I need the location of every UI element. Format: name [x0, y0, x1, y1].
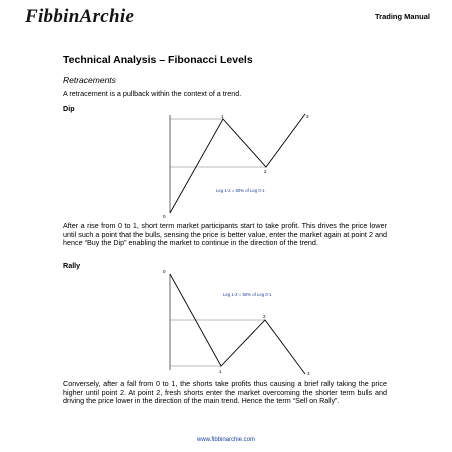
dip-price-line — [170, 114, 305, 213]
dip-point-3: 3 — [306, 114, 309, 119]
dip-annotation: Leg 1-2 = 50% of Leg 0-1 — [216, 188, 265, 193]
dip-label: Dip — [63, 104, 75, 113]
rally-paragraph: Conversely, after a fall from 0 to 1, the shorts take profits thus causing a brief rally taking the price higher until point 2. At point 2, fresh shorts enter the market overcoming the shorter term bulls and driving the price lower in the direction of the main trend. Hence the term “Sell on Rally”. — [63, 379, 387, 406]
section-subtitle: Retracements — [63, 75, 116, 85]
dip-paragraph: After a rise from 0 to 1, short term market participants start to take profit. This drives the price lower until such a point that the bulls, sensing the price is better value, enter the market again at point 2 and hence “Buy the Dip” enabling the market to continue in the direction of the trend. — [63, 221, 387, 248]
intro-text: A retracement is a pullback within the context of a trend. — [63, 89, 242, 98]
dip-point-1: 1 — [221, 114, 224, 119]
footer-url[interactable]: www.fibbinarchie.com — [196, 437, 256, 443]
rally-point-2: 2 — [263, 314, 266, 319]
rally-diagram — [155, 268, 320, 378]
rally-label: Rally — [63, 261, 81, 270]
dip-point-0: 0 — [163, 214, 166, 219]
rally-point-0: 0 — [163, 269, 166, 274]
page-title: Technical Analysis – Fibonacci Levels — [63, 54, 253, 66]
dip-diagram — [155, 110, 320, 220]
dip-point-2: 2 — [264, 169, 267, 174]
rally-annotation: Leg 1-2 = 50% of Leg 0-1 — [223, 292, 272, 297]
rally-point-3: 3 — [307, 371, 310, 376]
rally-point-1: 1 — [219, 369, 222, 374]
brand-logo: FibbinArchie — [25, 6, 135, 27]
rally-price-line — [170, 274, 305, 374]
document-type: Trading Manual — [374, 12, 430, 21]
